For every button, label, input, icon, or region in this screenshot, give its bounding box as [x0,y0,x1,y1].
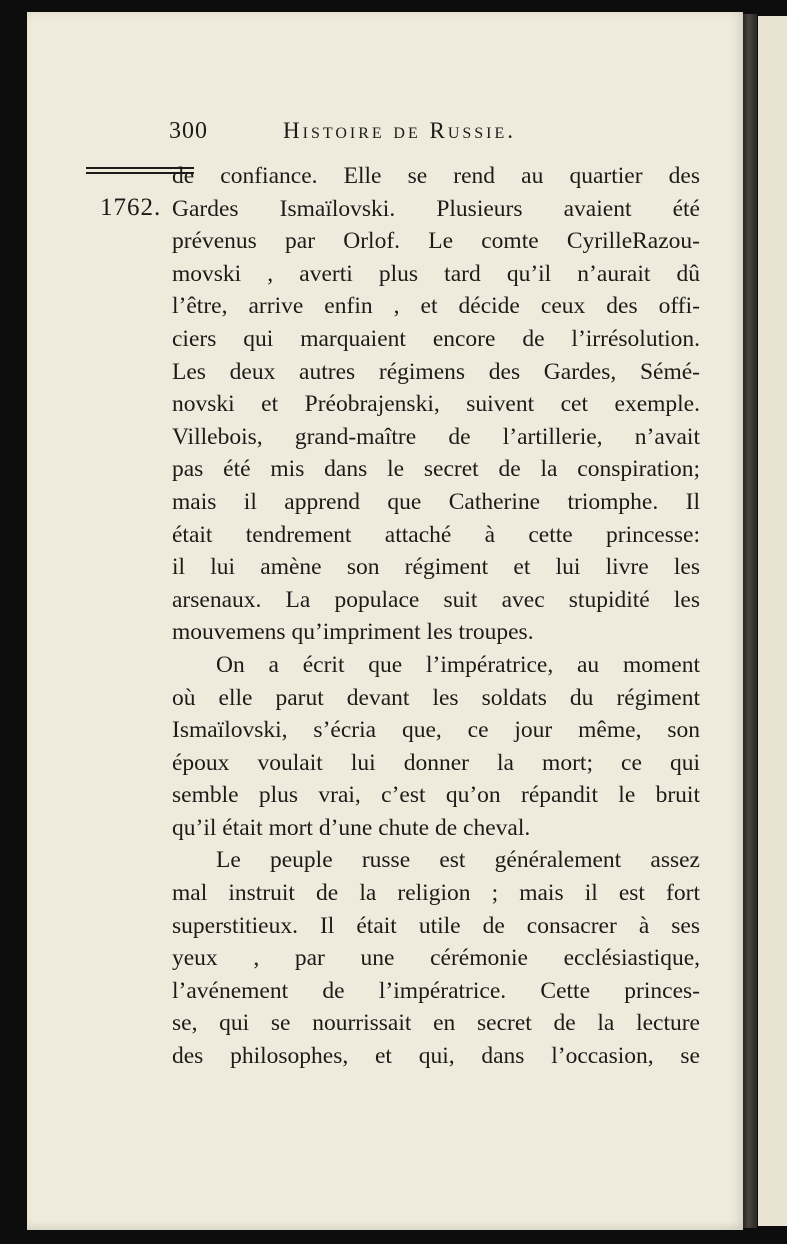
text-line: On a écrit que l’impératrice, au moment [216,651,700,678]
text-line: yeux , par une cérémonie ecclésiastique, [172,945,700,972]
text-line: qu’il était mort d’une chute de cheval. [172,814,531,841]
text-line: superstitieux. Il était utile de consacrer à ses [172,912,700,939]
text-line: où elle parut devant les soldats du régiment [172,684,700,711]
running-title: Histoire de Russie. [283,118,517,143]
running-head [27,118,743,146]
facing-page-edge [758,16,787,1226]
text-line: l’avénement de l’impératrice. Cette princes- [172,977,700,1004]
text-line: mouvemens qu’impriment les troupes. [172,619,534,646]
text-line: pas été mis dans le secret de la conspiration; [172,456,700,483]
text-line: arsenaux. La populace suit avec stupidité les [172,586,700,613]
text-line: Villebois, grand-maître de l’artillerie, n’avait [172,423,700,450]
text-line: Ismaïlovski, s’écria que, ce jour même, son [172,717,700,744]
margin-year: 1762. [100,194,162,221]
text-line: novski et Préobrajenski, suivent cet exemple. [172,391,700,418]
text-line: il lui amène son régiment et lui livre les [172,554,700,581]
text-line: mais il apprend que Catherine triomphe. Il [172,488,700,515]
text-line: se, qui se nourrissait en secret de la lecture [172,1010,700,1037]
body-text [172,160,700,1073]
text-line: prévenus par Orlof. Le comte CyrilleRazou- [172,228,700,255]
text-line: semble plus vrai, c’est qu’on répandit le bruit [172,782,700,809]
text-line: mal instruit de la religion ; mais il est fort [172,880,700,907]
page-number: 300 [169,118,208,144]
text-line: Gardes Ismaïlovski. Plusieurs avaient été [172,195,700,222]
book-page [27,12,743,1230]
text-line: l’être, arrive enfin , et décide ceux des offi- [172,293,700,320]
text-line: époux voulait lui donner la mort; ce qui [172,749,700,776]
text-line: ciers qui marquaient encore de l’irrésolution. [172,325,700,352]
text-line: Les deux autres régimens des Gardes, Sémé- [172,358,700,385]
text-line: movski , averti plus tard qu’il n’aurait dû [172,260,700,287]
book-spine-edge [743,14,757,1228]
text-line: Le peuple russe est généralement assez [216,847,700,874]
text-line: de confiance. Elle se rend au quartier des [172,163,700,189]
text-line: était tendrement attaché à cette princesse: [172,521,700,548]
text-line: des philosophes, et qui, dans l’occasion, se [172,1043,700,1070]
